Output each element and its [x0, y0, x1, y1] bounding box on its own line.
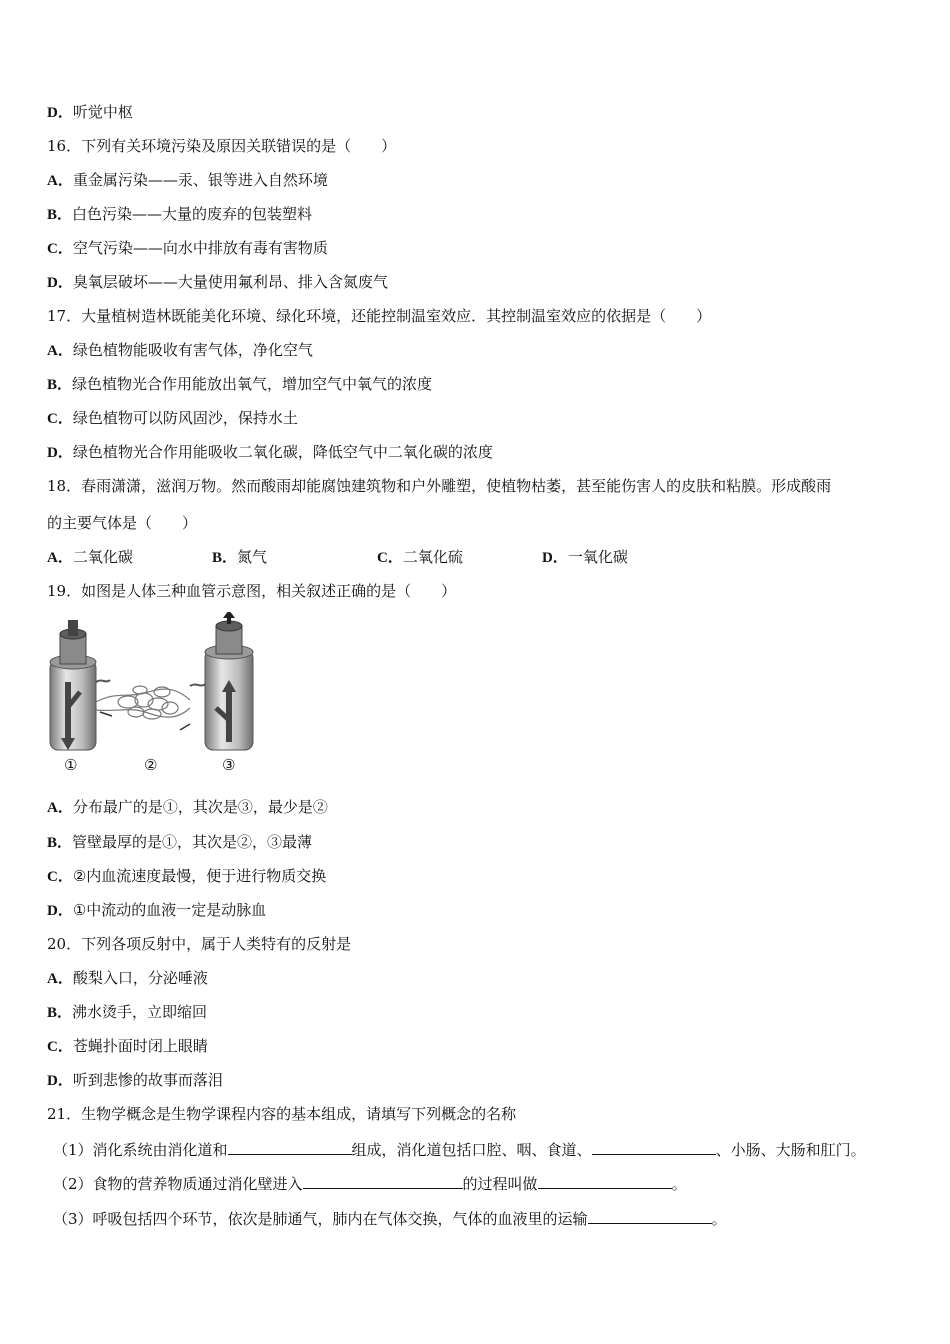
q21-stem: 21．生物学概念是生物学课程内容的基本组成，请填写下列概念的名称: [47, 1105, 517, 1123]
q21-part-2: （2）食物的营养物质通过消化壁进入 的过程叫做 。: [53, 1172, 687, 1194]
q15-option-d: D．听觉中枢: [47, 103, 133, 121]
answer-blank-3[interactable]: [303, 1172, 463, 1189]
q19-option-a: A．分布最广的是①，其次是③，最少是②: [47, 798, 328, 816]
q17-option-d: D．绿色植物光合作用能吸收二氧化碳，降低空气中二氧化碳的浓度: [47, 443, 493, 461]
figure-label-3: ③: [222, 756, 236, 774]
q16-option-c: C．空气污染——向水中排放有毒有害物质: [47, 239, 328, 257]
q16-stem: 16．下列有关环境污染及原因关联错误的是（ ）: [47, 137, 397, 155]
q18-stem-line2: 的主要气体是（ ）: [47, 514, 198, 532]
q20-option-a: A．酸梨入口，分泌唾液: [47, 969, 208, 987]
q19-option-b: B．管壁最厚的是①，其次是②，③最薄: [47, 833, 313, 851]
answer-blank-4[interactable]: [538, 1172, 672, 1189]
q20-option-c: C．苍蝇扑面时闭上眼睛: [47, 1037, 208, 1055]
q19-stem: 19．如图是人体三种血管示意图，相关叙述正确的是（ ）: [47, 582, 457, 600]
figure-label-2: ②: [144, 756, 158, 774]
q18-stem-line1: 18．春雨潇潇，滋润万物。然而酸雨却能腐蚀建筑物和户外雕塑，使植物枯萎，甚至能伤害人的皮肤和粘膜。形成酸雨: [47, 477, 832, 495]
q18-option-d: D．一氧化碳: [542, 548, 628, 566]
q19-option-c: C．②内血流速度最慢，便于进行物质交换: [47, 867, 327, 885]
q16-option-a: A．重金属污染——汞、银等进入自然环境: [47, 171, 328, 189]
q20-option-d: D．听到悲惨的故事而落泪: [47, 1071, 223, 1089]
figure-label-1: ①: [64, 756, 78, 774]
blood-vessel-diagram: [40, 612, 270, 777]
q21-part-1: （1）消化系统由消化道和 组成，消化道包括口腔、咽、食道、 、小肠、大肠和肛门。: [53, 1138, 866, 1160]
q17-stem: 17．大量植树造林既能美化环境、绿化环境，还能控制温室效应．其控制温室效应的依据是（ ）: [47, 307, 712, 325]
q17-option-a: A．绿色植物能吸收有害气体，净化空气: [47, 341, 313, 359]
artery-vessel: [50, 620, 96, 750]
capillary-network: [96, 680, 206, 730]
q17-option-b: B．绿色植物光合作用能放出氧气，增加空气中氧气的浓度: [47, 375, 433, 393]
q21-part-3: （3）呼吸包括四个环节，依次是肺通气，肺内在气体交换，气体的血液里的运输 。: [53, 1207, 727, 1229]
q20-stem: 20．下列各项反射中，属于人类特有的反射是: [47, 935, 352, 953]
q16-option-d: D．臭氧层破坏——大量使用氟利昂、排入含氮废气: [47, 273, 388, 291]
q19-option-d: D．①中流动的血液一定是动脉血: [47, 901, 267, 919]
answer-blank-1[interactable]: [228, 1138, 352, 1155]
q20-option-b: B．沸水烫手，立即缩回: [47, 1003, 208, 1021]
q18-option-b: B．氮气: [212, 548, 268, 566]
q16-option-b: B．白色污染——大量的废弃的包装塑料: [47, 205, 313, 223]
q18-option-a: A．二氧化碳: [47, 548, 133, 566]
answer-blank-5[interactable]: [588, 1207, 712, 1224]
q18-option-c: C．二氧化硫: [377, 548, 463, 566]
q17-option-c: C．绿色植物可以防风固沙，保持水土: [47, 409, 298, 427]
answer-blank-2[interactable]: [592, 1138, 716, 1155]
vein-vessel: [205, 612, 253, 750]
blood-vessel-figure: [40, 612, 270, 777]
